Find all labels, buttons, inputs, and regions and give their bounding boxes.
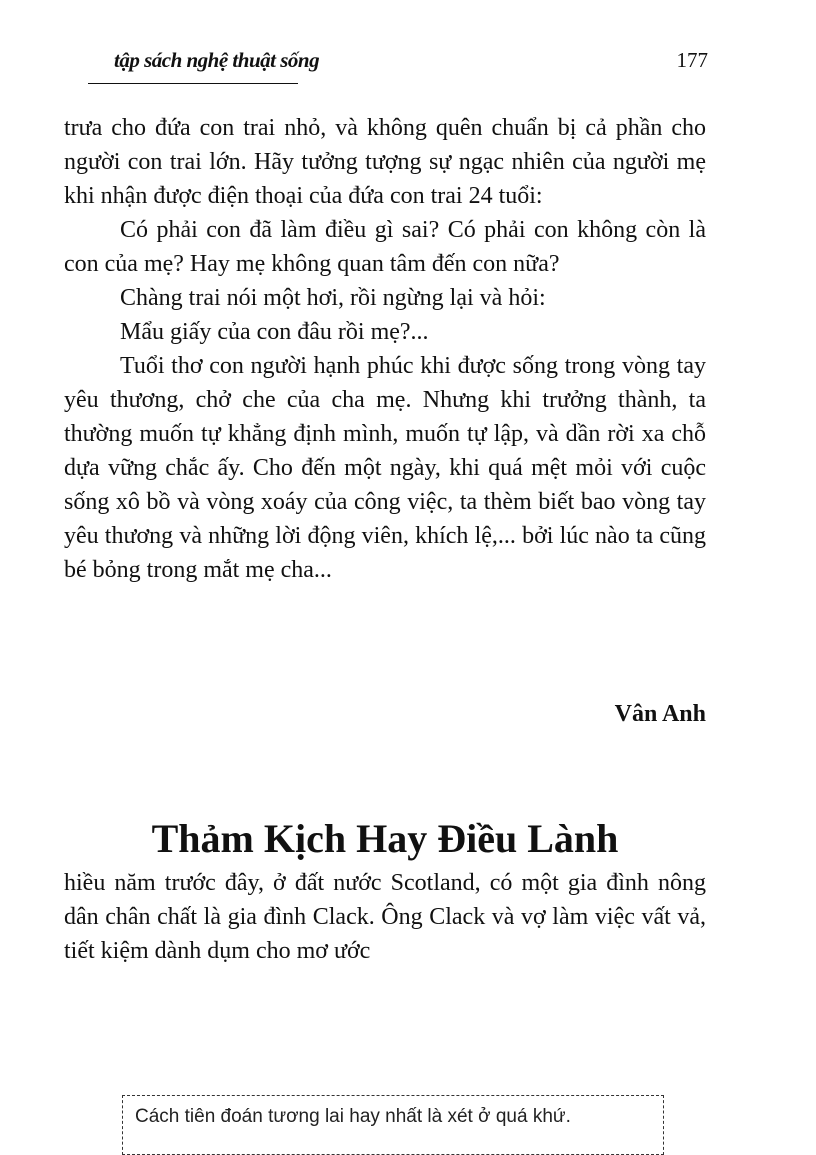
paragraph: Chàng trai nói một hơi, rồi ngừng lại và hỏi: [120,285,546,311]
running-header [88,46,708,86]
reflection-paragraph: Tuổi thơ con người hạnh phúc khi được sống trong vòng tay yêu thương, chở che của cha mẹ. Nhưng khi trưởng thành, ta thường muốn tự khẳng định mình, muốn tự lập, và dần rời xa chỗ dựa vững chắc ấy. Cho đến một ngày, khi quá mệt mỏi với cuộc sống xô bồ và vòng xoáy của công việc, ta thèm biết bao vòng tay yêu thương và những lời động viên, khích lệ,... bởi lúc nào ta cũng bé bỏng trong mắt mẹ cha... [64,353,706,583]
header-underline [88,83,298,84]
quoted-speech: Có phải con đã làm điều gì sai? Có phải con không còn là con của mẹ? Hay mẹ không quan tâm đến con nữa? [64,217,706,277]
quote-text: Cách tiên đoán tương lai hay nhất là xét ở quá khứ. [135,1106,571,1127]
chapter-opening [64,866,706,968]
page-number: 177 [676,48,708,72]
opening-paragraph: hiều năm trước đây, ở đất nước Scotland, có một gia đình nông dân chân chất là gia đình Clack. Ông Clack và vợ làm việc vất vả, tiết kiệm dành dụm cho mơ ước [64,870,706,964]
story-ending [64,111,706,587]
author-signature: Vân Anh [614,701,706,727]
quoted-speech: Mẩu giấy của con đâu rồi mẹ?... [120,319,429,345]
chapter-title: Thảm Kịch Hay Điều Lành [151,816,619,861]
quote-box [122,1095,664,1155]
book-series-title: tập sách nghệ thuật sống [114,48,320,72]
paragraph: trưa cho đứa con trai nhỏ, và không quên chuẩn bị cả phần cho người con trai lớn. Hãy tưởng tượng sự ngạc nhiên của người mẹ khi nhận được điện thoại của đứa con trai 24 tuổi: [64,115,706,209]
